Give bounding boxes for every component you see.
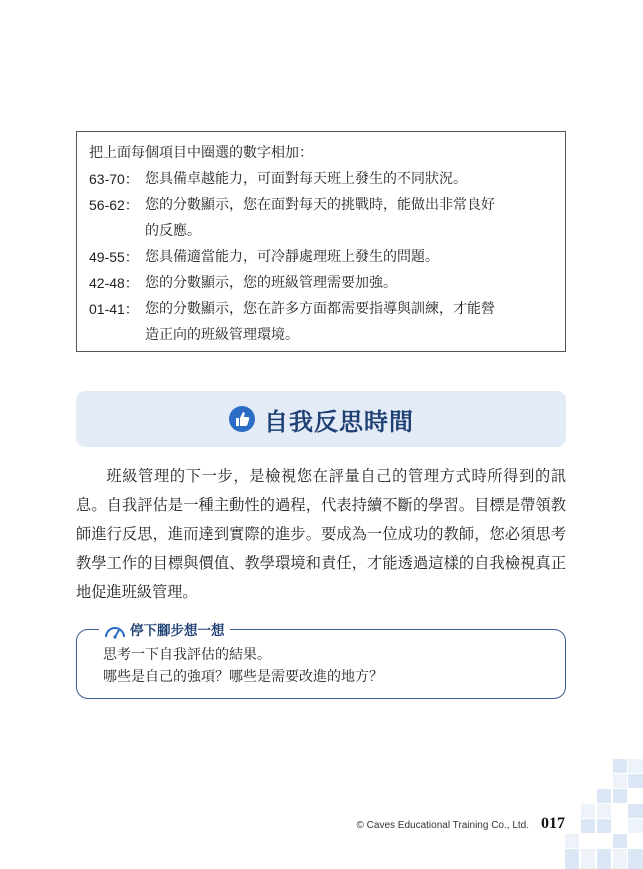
score-description [145, 270, 555, 296]
reflection-label [99, 620, 230, 642]
page-number: 017 [541, 815, 565, 832]
score-description-line: 造正向的班級管理環境。 [145, 327, 299, 343]
score-description [145, 166, 555, 192]
thumbs-up-icon [228, 405, 256, 433]
section-banner [76, 391, 566, 447]
score-intro: 把上面每個項目中圈選的數字相加： [89, 145, 313, 161]
score-description-line: 您具備卓越能力，可面對每天班上發生的不同狀況。 [145, 171, 467, 187]
body-paragraph: 班級管理的下一步，是檢視您在評量自己的管理方式時所得到的訊息。自我評估是一種主動性的過程，代表持續不斷的學習。目標是帶領教師進行反思，進而達到實際的進步。要成為一位成功的教師，您必須思考教學工作的目標與價值、教學環境和責任，才能透過這樣的自我檢視真正地促進班級管理。 [76, 467, 566, 601]
score-row [89, 296, 555, 348]
reflection-line: 哪些是自己的強項？哪些是需要改進的地方？ [103, 669, 383, 685]
corner-decoration [533, 759, 643, 869]
score-interpretation-box [76, 131, 566, 352]
score-range: 56-62： [89, 197, 139, 213]
score-row [89, 166, 555, 192]
score-description-line: 的反應。 [145, 223, 201, 239]
page-footer [357, 815, 565, 833]
score-description [145, 296, 555, 348]
speedometer-icon [104, 623, 126, 639]
score-description-line: 您的分數顯示，您的班級管理需要加強。 [145, 275, 397, 291]
copyright-text: © Caves Educational Training Co., Ltd. [356, 820, 529, 831]
score-row [89, 192, 555, 244]
score-description-line: 您的分數顯示，您在面對每天的挑戰時，能做出非常良好 [145, 197, 495, 213]
score-range: 42-48： [89, 275, 139, 291]
section-title: 自我反思時間 [264, 407, 414, 436]
reflection-box [76, 623, 566, 699]
reflection-label-text: 停下腳步想一想 [130, 623, 225, 639]
score-range: 49-55： [89, 249, 139, 265]
reflection-line: 思考一下自我評估的結果。 [103, 647, 271, 663]
score-description-line: 您的分數顯示，您在許多方面都需要指導與訓練，才能營 [145, 301, 495, 317]
score-row [89, 270, 555, 296]
score-description [145, 244, 555, 270]
score-range: 01-41： [89, 301, 139, 317]
score-range: 63-70： [89, 171, 139, 187]
score-description-line: 您具備適當能力，可冷靜處理班上發生的問題。 [145, 249, 439, 265]
score-row [89, 244, 555, 270]
score-description [145, 192, 555, 244]
